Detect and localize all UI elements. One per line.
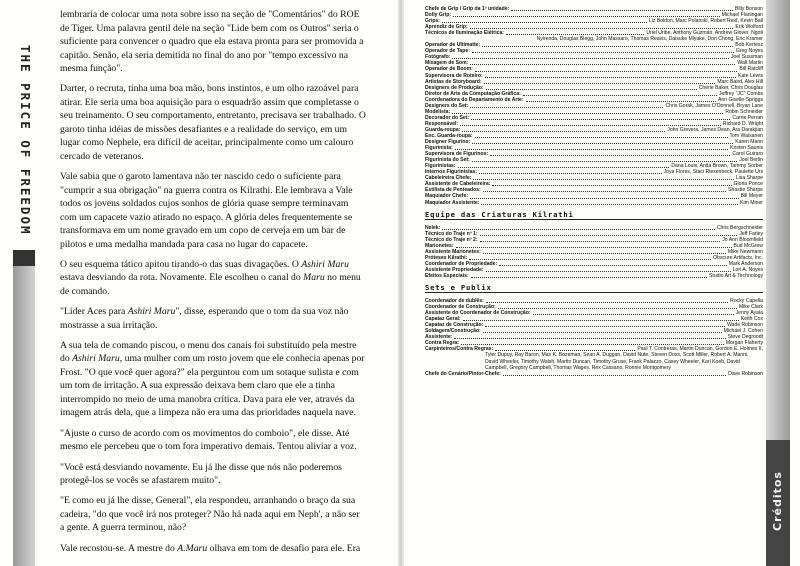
credit-name: Billy Bonson <box>734 6 763 12</box>
text-run: , uma mulher com um rosto jovem que ele conhecia apenas por Frost. "O que você quer agora?" ela perguntou com um sotaque sulista e com um tom de irritação. A sua expressão deixava bem claro que ele a tinha interrompido no meio de uma manobra crítica. Dava para ele ver, através da imagem atrás dela, que a limpeza não era uma das prioridades naquela nave. <box>60 353 365 419</box>
credit-role: Próteses Kilrathi: <box>425 254 468 261</box>
spine-label-credits: Créditos <box>771 471 784 531</box>
credit-role: Supervisora de Roteiro: <box>425 72 483 79</box>
dot-leader <box>490 155 730 156</box>
credit-role: Figurinista: <box>425 145 453 152</box>
credit-name: Tom Waisanen <box>729 132 763 139</box>
section-title-kilrathi: Equipe das Criaturas Kilrathi <box>425 212 763 220</box>
dot-leader <box>470 198 739 199</box>
paragraph <box>60 339 366 420</box>
credit-name: Steve Degroodt <box>727 334 763 341</box>
text-run: estava desviando da rota. Novamente. Ele escolheu o canal do <box>60 272 304 284</box>
dot-leader <box>475 71 737 72</box>
spine-title-text: THE PRICE OF FREEDOM <box>18 44 33 236</box>
right-spine-tab <box>766 440 790 566</box>
text-run: olhava em tom de desafio para ele. Era <box>207 542 361 554</box>
credit-role: Técnicos de Iluminação Elétrica: <box>425 30 504 37</box>
dot-leader <box>452 58 729 59</box>
dot-leader <box>469 259 711 260</box>
credit-name: Chris Gorak, James O'Donnell, Bryan Lane <box>665 102 763 109</box>
dot-leader <box>453 16 720 17</box>
credit-role: Estilista de Penteados: <box>425 187 481 194</box>
dot-leader <box>480 241 721 242</box>
credit-name: John Grevera, James Dean, Ara Darakjian <box>667 126 763 133</box>
book-gutter <box>398 0 404 566</box>
dot-leader <box>442 22 647 23</box>
dot-leader <box>455 149 728 150</box>
dot-leader <box>470 64 735 65</box>
credit-role: Operador de Ultimatte: <box>425 42 481 49</box>
credit-name: Mike Newmann <box>727 248 763 255</box>
credit-name: Carol Guiraro <box>732 151 763 158</box>
dot-leader <box>442 229 715 230</box>
credit-role: Assistente de Cabeleireira: <box>425 181 491 188</box>
credit-name: Uriel Uribe, Anthony Guzman, Andrew Glover, Ngoti <box>646 30 763 37</box>
credit-name: Bill Ratcliff <box>739 66 763 73</box>
dot-leader <box>486 271 731 272</box>
credit-role: Decorador do Set: <box>425 114 470 121</box>
credit-role: Técnico do Traje nº 1: <box>425 230 478 237</box>
credit-name: Lisa Sharpe <box>735 175 763 182</box>
paragraph: "Você está desviando novamente. Eu já lhe disse que nós não poderemos protegê-los se vocês se afastarem muito". <box>60 461 342 487</box>
credit-role: Coordenadora do Departamento de Arte: <box>425 96 524 103</box>
dot-leader <box>461 344 724 345</box>
credit-name: Kim Miner <box>740 199 763 206</box>
dot-leader <box>498 308 737 309</box>
credit-continuation: Nyirenda, Douglas Blegg, John Massaro, Thomas Reavis, Daisuke Miyake, Don Chong, Eric Kramer <box>536 36 763 43</box>
dot-leader <box>495 350 635 351</box>
credit-name: Robin Schneider <box>725 108 763 115</box>
credit-role: Mixagem de Som: <box>425 60 469 67</box>
text-run: ", disse, esperando que o tom da sua voz não mostrasse a sua irritação. <box>60 306 349 331</box>
credit-name: Dave Robinson <box>728 370 763 377</box>
credit-name: Kate Lewis <box>738 72 763 79</box>
credit-name: Chris Bergschneider <box>716 224 763 231</box>
credit-role: Assistente Marionetes: <box>425 248 481 255</box>
dot-leader <box>452 113 723 114</box>
right-spine-bar <box>766 0 790 440</box>
dot-leader <box>472 161 737 162</box>
paragraph <box>60 258 366 299</box>
dot-leader <box>458 167 670 168</box>
credit-role: Contra Regra: <box>425 340 459 347</box>
credit-name: Joya Flores, Staci Riesenbeck, Paulette Urs <box>663 169 763 176</box>
credit-name: Erik Wolford <box>735 24 763 31</box>
credit-role: Figurinista do Set: <box>425 157 470 164</box>
credit-name: Jeff Farley <box>739 230 763 237</box>
dot-leader <box>472 143 733 144</box>
left-spine-bar <box>13 250 35 566</box>
paragraph <box>60 542 366 556</box>
credit-name: Mark Anderson <box>728 260 763 267</box>
credit-role: Internos Figurinistas: <box>425 169 478 176</box>
dot-leader <box>482 46 733 47</box>
credits-group-crew <box>425 6 763 206</box>
credit-role: Capataz de Construção: <box>425 322 484 329</box>
credit-role: Chefe de Grip / Grip da 1ª unidade: <box>425 6 510 12</box>
credit-continuation: Tyler Dupuy, Ray Baron, Max K. Bozeman, Sean A. Duggan, David Nute, Steven Doss, Scott Miller, Robert A. Manni, <box>485 352 749 359</box>
credit-role: Artistas de Storyboard: <box>425 78 482 85</box>
paragraph: Darter, o recruta, tinha uma boa mão, bons instintos, e um olho razoável para atirar. Ele seria uma boa aquisição para o esquadrão assim que completasse o seu treinamento. O seu comportamento, entretanto, precisava ser trabalhado. O garoto tinha idéias de missões desafiantes e a realidade do serviço, em um lugar como Nephele, era difícil de aceitar, principalmente como um calouro cercado de veteranos. <box>60 83 366 162</box>
dot-leader <box>506 34 644 35</box>
credit-role: Coordenador de dublês: <box>425 298 484 305</box>
credit-name: Karen Mann <box>735 139 763 146</box>
ship-name: Ashiri Maru <box>72 353 120 365</box>
dot-leader <box>463 320 739 321</box>
credit-name: Bob Kertesz <box>735 42 763 49</box>
dot-leader <box>470 107 663 108</box>
credit-row <box>425 371 763 377</box>
credit-row <box>425 200 763 206</box>
credit-role: Guarda-roupa: <box>425 126 461 133</box>
dot-leader <box>523 95 717 96</box>
dot-leader <box>483 191 726 192</box>
paragraph: lembraria de colocar uma nota sobre isso na seção de "Comentários" do ROE de Tiger. Uma palavra gentil dele na seção "Lide bem com os Outros" seria o suficiente para convencer o quadro que ela estava pronta para ser promovida a capitão. Senão, ela seria demitida no final do ano por "tempo excessivo na mesma função". <box>60 9 364 74</box>
credit-name: Morgan Flaherty <box>725 340 763 347</box>
dot-leader <box>483 253 726 254</box>
ship-name: Ashiri Maru <box>127 306 176 318</box>
left-spine-mark <box>13 250 35 266</box>
credit-role: Assistente do Coordenador de Construção: <box>425 310 531 317</box>
credit-role: Cabeleireira Chefe: <box>425 175 472 182</box>
credit-role: Soldagem/Construção: <box>425 328 481 335</box>
credit-role: Capataz Geral: <box>425 316 461 323</box>
credit-name: Obscure Artifacts, Inc. <box>713 254 763 261</box>
credit-role: Aprendiz de Grip: <box>425 24 468 31</box>
dot-leader <box>471 119 730 120</box>
credit-role: Enc. Guarda-roupa: <box>425 132 473 139</box>
dot-leader <box>456 247 732 248</box>
credit-name: Michael Flaningan <box>721 12 763 19</box>
credit-name: Bud McGrew <box>733 242 763 249</box>
paragraph: Vale sabia que o garoto lamentava não ter nascido cedo o suficiente para "cumprir a sua obrigação" na guerra contra os Kilrathi. Ele lembrava a Vale todos os jovens soldados cujos sonhos de glória quase sempre terminavam com um capacete vazio atirado no espaço. A glória deles frequentemente se transformava em um nome gravado em um copo de cerveja em um bar de pilotos e uma medalha mandada para casa no lugar do capacete. <box>60 171 353 250</box>
dot-leader <box>485 326 725 327</box>
credits-group-sets <box>425 298 763 352</box>
credit-name: Shastie Sharpe <box>728 187 763 194</box>
credit-role: Nelek: <box>425 224 441 231</box>
credit-role: Coordenador de Construção: <box>425 304 496 311</box>
dot-leader <box>484 83 716 84</box>
credit-role: Supervisora de Figurinos: <box>425 151 489 158</box>
dot-leader <box>481 204 738 205</box>
credit-name: Greg Noyes <box>735 48 763 55</box>
credit-name: Liz Boldon, Marc Polanski, Robert Reid, Kevin Ball <box>648 18 763 25</box>
dot-leader <box>475 137 728 138</box>
dot-leader <box>503 375 726 376</box>
credit-name: Ann Giselle-Spriggs <box>717 96 763 103</box>
dot-leader <box>454 338 725 339</box>
text-run: no menu de comando. <box>60 272 361 297</box>
credit-name: Jo Ann Bloomfield <box>722 236 763 243</box>
credit-role: Designers do Set: <box>425 102 469 109</box>
credit-name: Keith Cox <box>740 316 763 323</box>
dot-leader <box>526 101 716 102</box>
credit-role: Operador de Tape: <box>425 48 470 55</box>
credit-name: Joel Berlin <box>739 157 763 164</box>
credit-role: Efeitos Especiais: <box>425 272 469 279</box>
paragraph <box>60 305 366 332</box>
dot-leader <box>499 265 727 266</box>
dot-leader <box>533 314 734 315</box>
story-text <box>60 8 366 562</box>
credit-name: Paul T. Contreras, Martin Duncan, Gordon E. Holmes II, <box>637 346 763 353</box>
dot-leader <box>479 173 662 174</box>
credit-role: Técnico do Traje nº 2: <box>425 236 478 243</box>
credit-role: Modelista: <box>425 108 451 115</box>
ship-name: Ashiri Maru <box>301 258 349 270</box>
credit-name: Wade Robinson <box>726 322 763 329</box>
ship-name: Maru <box>303 272 325 284</box>
dot-leader <box>511 10 733 11</box>
credit-role: Marionetes: <box>425 242 454 249</box>
credit-row <box>425 273 763 279</box>
paragraph: "Ajuste o curso de acordo com os movimentos do comboio", ele disse. Até mesmo ele percebeu que o tom fora imperativo demais. Tentou aliviar a voz. <box>60 427 357 453</box>
credit-continuation: David Wheeler, Timothy Walsh, Martin Duncan, Timothy Gruse, Frank Palazzo, Casey Wheeler, Karl Koeb, David <box>485 358 740 365</box>
dot-leader <box>483 332 722 333</box>
paragraph: "E como eu já lhe disse, General", ela respondeu, arranhando o braço da sua cadeira, "do que você irá nos proteger? Não há nada aqui em Neph', a não ser a gente. A guerra terminou, não? <box>60 495 360 534</box>
credit-name: Rocky Capella <box>730 298 763 305</box>
credit-role: Maquiador Chefe: <box>425 193 469 200</box>
credit-role: Maquiador Assistente: <box>425 199 480 206</box>
credit-role: Responsável: <box>425 120 459 127</box>
credit-role: Designer Figurino: <box>425 139 471 146</box>
credit-name: Studio Art & Technology <box>709 272 763 279</box>
credit-name: Carrie Perran <box>732 114 763 121</box>
credits-page <box>425 6 763 377</box>
credit-role: Dolly Grip: <box>425 12 452 19</box>
credit-name: Gloria Ponce <box>733 181 763 188</box>
text-run: A sua tela de comando piscou, o menu dos canais foi substituído pela mestre do <box>60 339 357 365</box>
dot-leader <box>492 185 731 186</box>
dot-leader <box>473 179 733 180</box>
credit-name: Jeffrey "JC" Combs <box>718 90 763 97</box>
credit-continuation: Campbell, Gregory Campbell, Thomas Wages, Rex Cassano, Ronnie Montgomery <box>485 364 672 371</box>
credit-role: Assistente: <box>425 334 453 341</box>
credit-name: Dana Louis, Anita Brown, Tammy Sorber <box>671 163 763 170</box>
credit-role: Grips: <box>425 18 441 25</box>
credit-role: Carpinteiros/Contra Regras: <box>425 346 494 353</box>
credits-group-kilrathi <box>425 225 763 279</box>
credit-role: Assistente Propriedade: <box>425 266 484 273</box>
dot-leader <box>480 235 738 236</box>
section-title-sets: Sets e Publix <box>425 285 763 293</box>
credit-name: Cherie Baker, Chris Douglas <box>698 84 763 91</box>
dot-leader <box>485 77 736 78</box>
credit-name: Joel Sussman <box>731 54 763 61</box>
credit-role: Fotógrafo: <box>425 54 451 61</box>
dot-leader <box>462 131 665 132</box>
credit-role: Operador de Boom: <box>425 66 473 73</box>
credit-role: Diretor de Arte da Computação Gráfica: <box>425 90 521 97</box>
text-run: Vale recostou-se. A mestre do <box>60 542 178 554</box>
left-spine-title <box>13 40 37 240</box>
text-run: "Líder Aces para <box>60 306 128 318</box>
credit-role: Figurinistas: <box>425 163 456 170</box>
credit-name: Kristen Saunis <box>730 145 763 152</box>
dot-leader <box>486 89 697 90</box>
credit-name: Bill Meyer <box>740 193 763 200</box>
credit-name: Mike Clark <box>738 304 763 311</box>
credit-name: Richard D. Wright <box>722 120 763 127</box>
credit-name: Michael J. Cohen <box>723 328 763 335</box>
credit-role: Designers de Produção: <box>425 84 484 91</box>
dot-leader <box>486 302 728 303</box>
text-run: O seu esquema tático apitou tirando-o das suas divagações. O <box>60 258 302 270</box>
credit-name: Walt Martin <box>737 60 763 67</box>
credit-name: Lori A. Noyes <box>732 266 763 273</box>
credit-role: Coordenador de Propriedade: <box>425 260 498 267</box>
dot-leader <box>460 125 721 126</box>
credit-name: Jenny Ayala <box>735 310 763 317</box>
credit-name: Marc Baird, Alex Hill <box>717 78 763 85</box>
dot-leader <box>470 28 734 29</box>
dot-leader <box>471 277 707 278</box>
credit-role: Chefe do Cenário/Pintor-Chefe: <box>425 370 501 377</box>
ship-name: A.Maru <box>177 542 208 554</box>
dot-leader <box>472 52 734 53</box>
